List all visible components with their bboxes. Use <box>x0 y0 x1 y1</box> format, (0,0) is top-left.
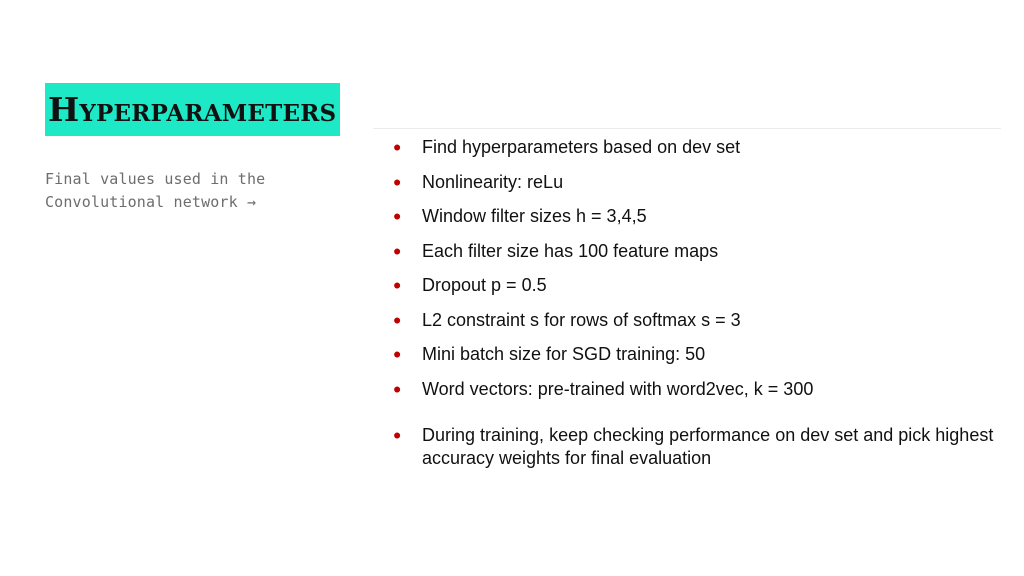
bullet-icon: ● <box>393 276 402 293</box>
bullet-icon: ● <box>393 207 402 224</box>
bullet-item-4 <box>393 240 1008 263</box>
bullet-text-7: Mini batch size for SGD training: 50 <box>422 344 706 364</box>
bullet-text-9: During training, keep checking performance on dev set and pick highest accuracy weights for final evaluation <box>422 424 994 468</box>
bullet-item-7 <box>393 343 1008 366</box>
bullet-text-8: Word vectors: pre-trained with word2vec, k = 300 <box>422 378 814 399</box>
bullet-item-3 <box>393 205 1008 228</box>
bullet-icon: ● <box>393 138 402 155</box>
bullet-text-1: Find hyperparameters based on dev set <box>422 137 741 157</box>
title-highlight <box>45 83 340 136</box>
slide-title: Hyperparameters <box>48 90 337 129</box>
bullet-item-5 <box>393 274 1008 297</box>
bullet-text-6: L2 constraint s for rows of softmax s = 3 <box>422 309 741 330</box>
bullet-icon: ● <box>393 173 402 189</box>
bullet-item-9 <box>393 424 1008 470</box>
bullet-icon: ● <box>393 345 402 362</box>
bullet-icon: ● <box>393 380 402 396</box>
bullet-icon: ● <box>393 242 402 258</box>
bullet-list <box>393 136 1008 470</box>
bullet-item-2 <box>393 171 1008 194</box>
bullet-item-6 <box>393 309 1008 332</box>
bullet-text-3: Window filter sizes h = 3,4,5 <box>422 206 647 226</box>
content-divider <box>373 128 1001 129</box>
bullet-text-4: Each filter size has 100 feature maps <box>422 240 719 261</box>
bullet-item-8 <box>393 378 1008 401</box>
bullet-icon: ● <box>393 311 402 327</box>
slide-subtitle: Final values used in the Convolutional network → <box>45 170 266 211</box>
bullet-text-2: Nonlinearity: reLu <box>422 171 564 192</box>
bullet-item-1 <box>393 136 1008 159</box>
bullet-icon: ● <box>393 426 402 442</box>
bullet-text-5: Dropout p = 0.5 <box>422 275 547 295</box>
